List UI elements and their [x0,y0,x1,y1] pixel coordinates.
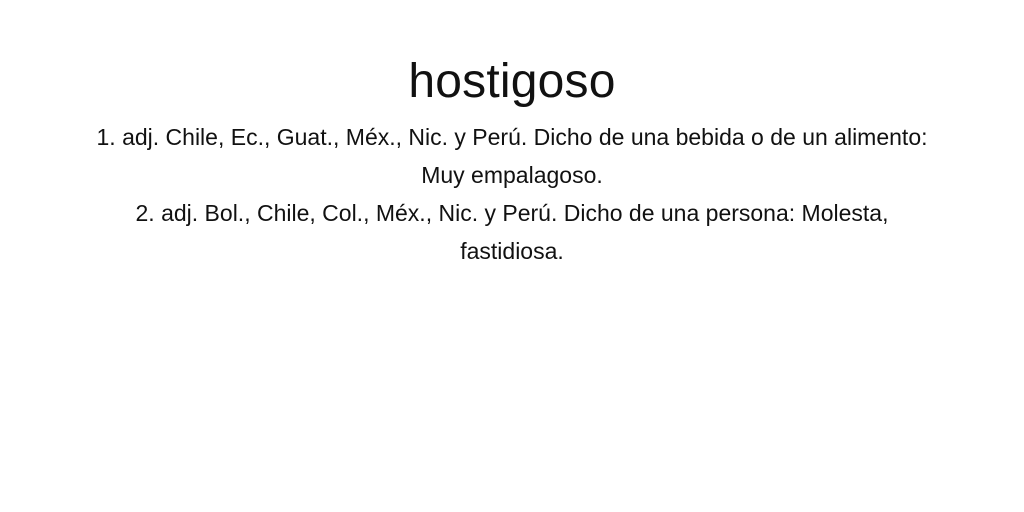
dictionary-entry [86,52,938,270]
definition-list [86,118,938,270]
definition-2: 2. adj. Bol., Chile, Col., Méx., Nic. y Perú. Dicho de una persona: Molesta, fastidiosa. [135,200,889,264]
headword: hostigoso [408,55,616,108]
definition-1: 1. adj. Chile, Ec., Guat., Méx., Nic. y Perú. Dicho de una bebida o de un alimento: Muy empalagoso. [96,124,928,188]
